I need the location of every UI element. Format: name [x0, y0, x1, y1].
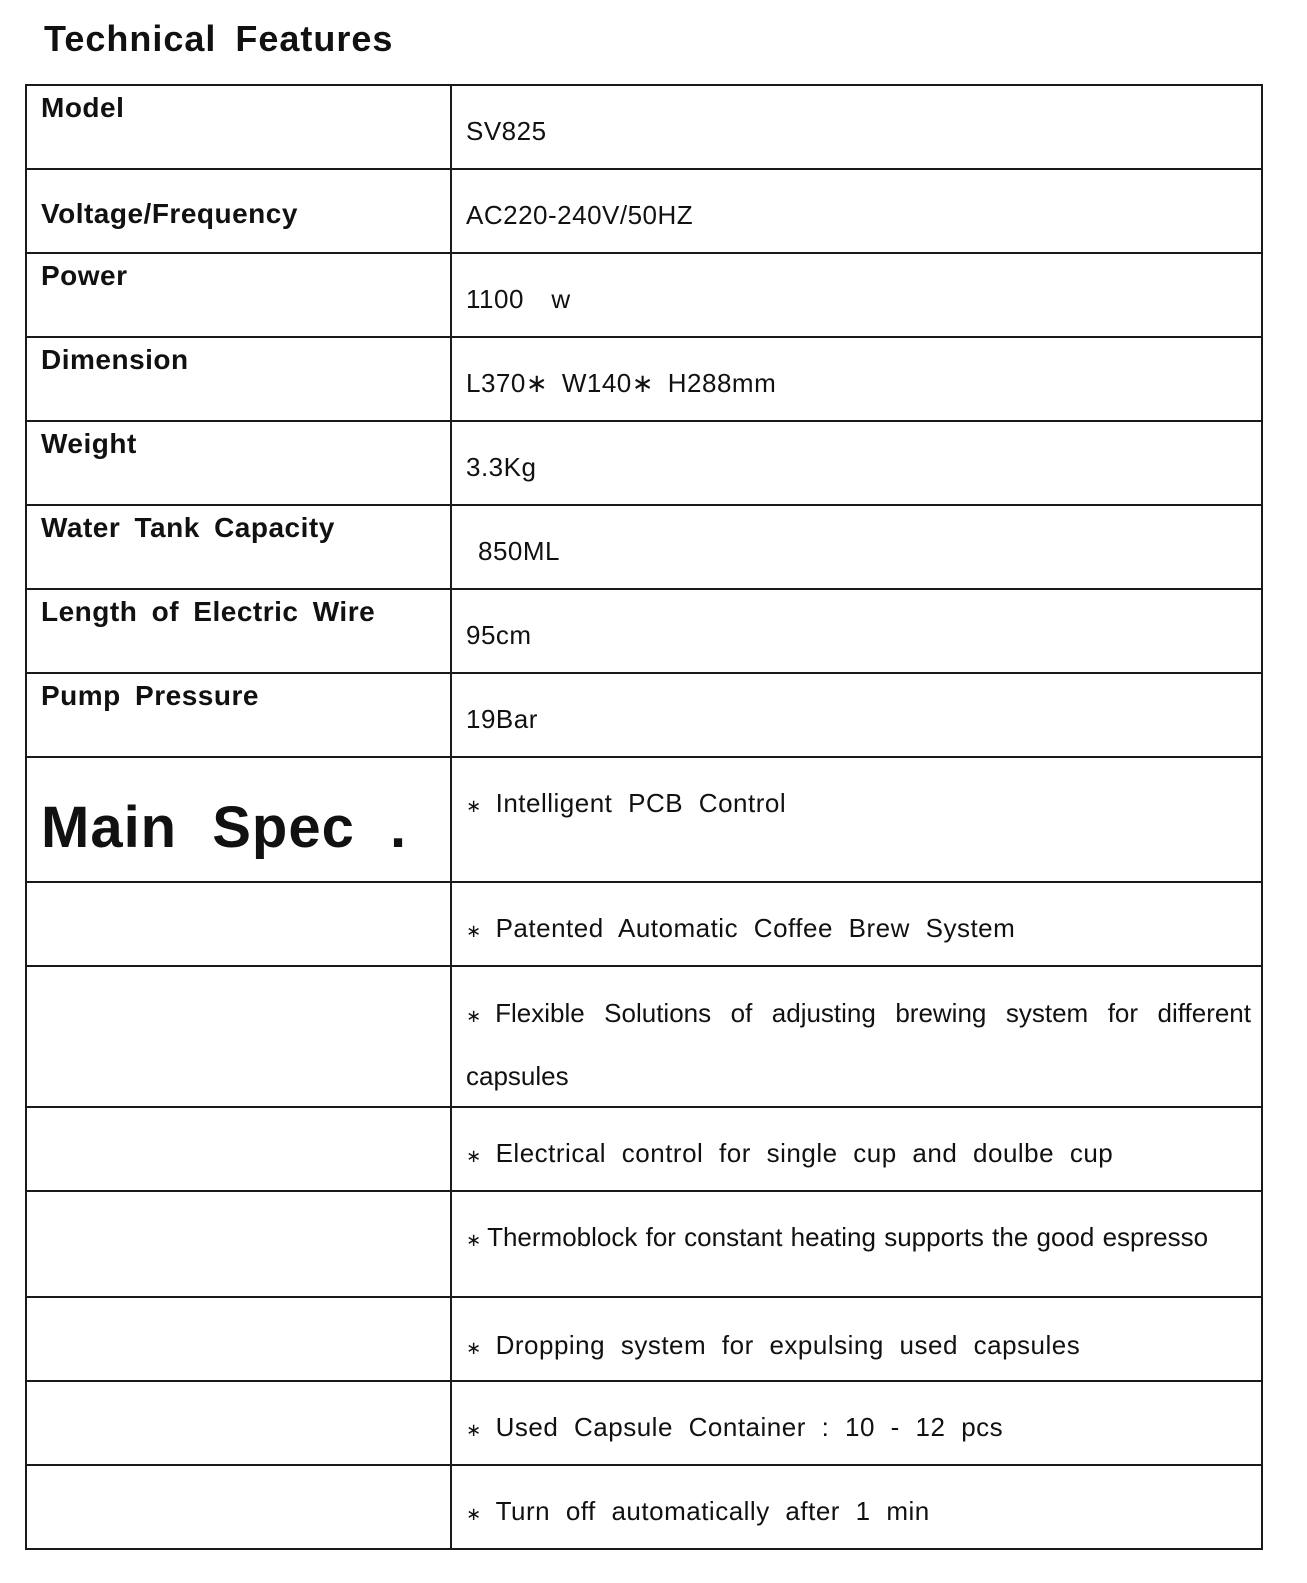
feature-cell [451, 966, 1262, 1107]
spec-value-cell [451, 169, 1262, 253]
empty-label-cell [26, 1465, 451, 1549]
table-row [26, 85, 1262, 169]
spec-value-power: 1100 w [466, 284, 571, 314]
spec-label-weight: Weight [41, 428, 137, 459]
page-title: Technical Features [44, 18, 394, 59]
spec-label-cell [26, 337, 451, 421]
spec-value-cell [451, 337, 1262, 421]
feature-item [452, 1108, 1261, 1171]
spec-label-voltage: Voltage/Frequency [41, 198, 298, 229]
table-row [26, 169, 1262, 253]
table-row [26, 1297, 1262, 1381]
feature-text: Turn off automatically after 1 min [495, 1496, 930, 1526]
feature-item [452, 883, 1261, 946]
spec-value-model: SV825 [466, 116, 547, 146]
feature-item [452, 967, 1261, 1106]
table-row [26, 337, 1262, 421]
bullet-icon: ∗ [466, 1338, 482, 1358]
table-row [26, 1465, 1262, 1549]
feature-text: Intelligent PCB Control [495, 788, 787, 818]
spec-value-dimension: L370∗ W140∗ H288mm [466, 368, 777, 398]
spec-label-cell [26, 757, 451, 882]
feature-cell [451, 1191, 1262, 1297]
feature-text: Used Capsule Container : 10 - 12 pcs [495, 1412, 1004, 1442]
empty-label-cell [26, 1381, 451, 1465]
spec-label-wire-length: Length of Electric Wire [41, 596, 376, 627]
table-row [26, 882, 1262, 966]
table-row [26, 673, 1262, 757]
feature-text: Electrical control for single cup and doulbe cup [495, 1138, 1114, 1168]
feature-cell [451, 1107, 1262, 1191]
feature-text: Thermoblock for constant heating supports the good espresso [487, 1222, 1209, 1252]
feature-cell [451, 1381, 1262, 1465]
main-spec-heading: Main Spec . [41, 795, 408, 860]
feature-item [452, 1192, 1261, 1255]
spec-label-pump-pressure: Pump Pressure [41, 680, 259, 711]
empty-label-cell [26, 1191, 451, 1297]
feature-cell [451, 1297, 1262, 1381]
spec-label-cell [26, 505, 451, 589]
feature-text: Patented Automatic Coffee Brew System [495, 913, 1016, 943]
table-row [26, 421, 1262, 505]
feature-text: Dropping system for expulsing used capsules [495, 1330, 1081, 1360]
technical-features-table [25, 84, 1263, 1550]
feature-cell [451, 882, 1262, 966]
feature-item [452, 1382, 1261, 1445]
feature-text: Flexible Solutions of adjusting brewing system for different capsules [466, 998, 1251, 1091]
bullet-icon: ∗ [466, 1006, 482, 1026]
bullet-icon: ∗ [466, 796, 482, 816]
spec-value-weight: 3.3Kg [466, 452, 537, 482]
spec-value-cell [451, 421, 1262, 505]
bullet-icon: ∗ [466, 1146, 482, 1166]
spec-value-pump-pressure: 19Bar [466, 704, 538, 734]
bullet-icon: ∗ [466, 921, 482, 941]
feature-item [452, 1466, 1261, 1529]
spec-value-water-tank: 850ML [478, 536, 560, 566]
table-row [26, 505, 1262, 589]
spec-value-cell [451, 505, 1262, 589]
empty-label-cell [26, 1297, 451, 1381]
spec-label-model: Model [41, 92, 125, 123]
table-row [26, 1381, 1262, 1465]
spec-value-voltage: AC220-240V/50HZ [466, 200, 694, 230]
spec-value-wire-length: 95cm [466, 620, 532, 650]
bullet-icon: ∗ [466, 1504, 482, 1524]
feature-item [452, 1298, 1261, 1363]
empty-label-cell [26, 1107, 451, 1191]
bullet-icon: ∗ [466, 1230, 482, 1250]
feature-item [452, 758, 1261, 821]
spec-label-cell [26, 673, 451, 757]
table-row [26, 589, 1262, 673]
spec-label-dimension: Dimension [41, 344, 189, 375]
feature-cell [451, 757, 1262, 882]
spec-value-cell [451, 253, 1262, 337]
spec-value-cell [451, 85, 1262, 169]
spec-label-cell [26, 169, 451, 253]
feature-cell [451, 1465, 1262, 1549]
table-row [26, 757, 1262, 882]
table-row [26, 253, 1262, 337]
spec-value-cell [451, 673, 1262, 757]
spec-value-cell [451, 589, 1262, 673]
spec-label-cell [26, 421, 451, 505]
spec-label-power: Power [41, 260, 128, 291]
empty-label-cell [26, 966, 451, 1107]
spec-label-cell [26, 253, 451, 337]
spec-label-cell [26, 589, 451, 673]
table-row [26, 1191, 1262, 1297]
bullet-icon: ∗ [466, 1420, 482, 1440]
spec-label-cell [26, 85, 451, 169]
table-row [26, 1107, 1262, 1191]
table-row [26, 966, 1262, 1107]
spec-label-water-tank: Water Tank Capacity [41, 512, 335, 543]
empty-label-cell [26, 882, 451, 966]
